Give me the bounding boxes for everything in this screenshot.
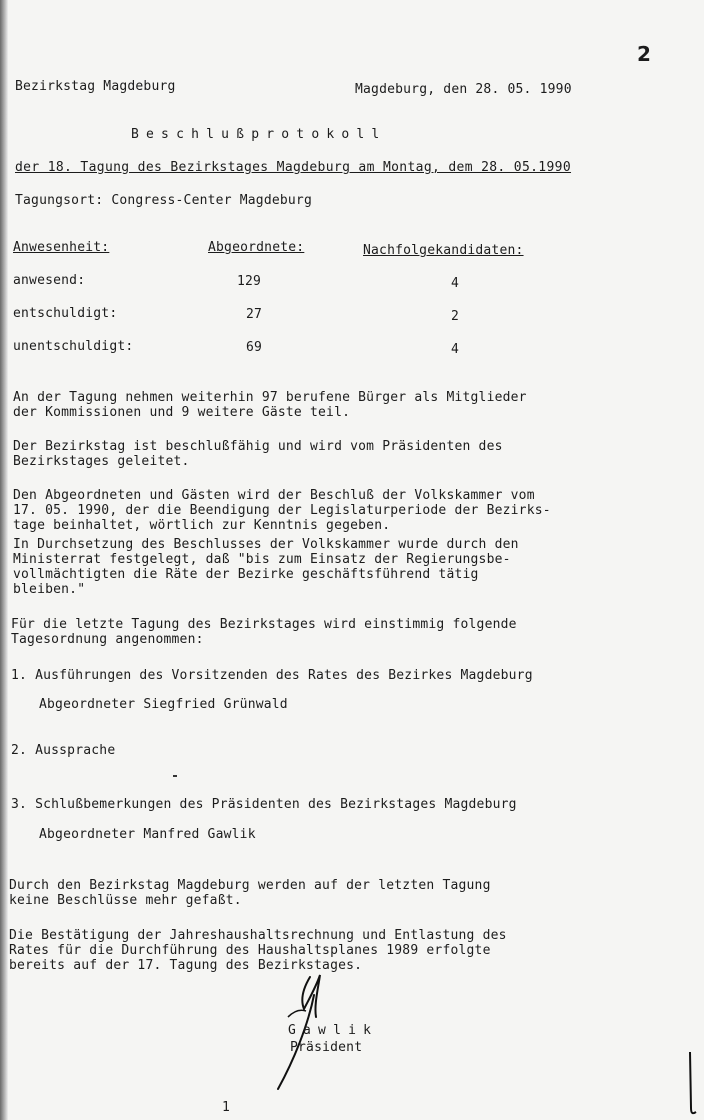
- paragraph-line: In Durchsetzung des Beschlusses der Volkskammer wurde durch den: [13, 537, 519, 552]
- attendance-row-deputies: 27: [246, 307, 263, 322]
- agenda-item: 2. Aussprache: [11, 743, 116, 758]
- paragraph-line: Die Bestätigung der Jahreshaushaltsrechnung und Entlastung des: [9, 928, 507, 943]
- paragraph-line: der Kommissionen und 9 weitere Gäste teil.: [13, 405, 351, 420]
- paragraph-line: Bezirkstages geleitet.: [13, 454, 190, 469]
- paragraph-line: vollmächtigten die Räte der Bezirke geschäftsführend tätig: [13, 567, 479, 582]
- page-number: 2: [637, 42, 651, 66]
- page-edge-shadow: [0, 0, 8, 1120]
- paragraph-line: Rates für die Durchführung des Haushaltsplanes 1989 erfolgte: [9, 943, 491, 958]
- venue: Tagungsort: Congress-Center Magdeburg: [15, 193, 312, 208]
- paragraph-line: 17. 05. 1990, der die Beendigung der Legislaturperiode der Bezirks-: [13, 503, 551, 518]
- attendance-row-candidates: 4: [451, 342, 460, 357]
- attendance-row-label: entschuldigt:: [13, 306, 118, 321]
- attendance-row-candidates: 2: [451, 309, 460, 324]
- attendance-row-label: unentschuldigt:: [13, 339, 134, 354]
- agenda-speaker: Abgeordneter Manfred Gawlik: [39, 827, 256, 842]
- place-date: Magdeburg, den 28. 05. 1990: [355, 82, 572, 97]
- footer-page-number: 1: [222, 1100, 231, 1115]
- paragraph-line: Der Bezirkstag ist beschlußfähig und wird vom Präsidenten des: [13, 439, 503, 454]
- attendance-header-label: Anwesenheit:: [13, 240, 110, 255]
- paragraph-line: Den Abgeordneten und Gästen wird der Beschluß der Volkskammer vom: [13, 488, 535, 503]
- signatory-name: Gawlik: [288, 1023, 379, 1038]
- paragraph-line: keine Beschlüsse mehr gefaßt.: [9, 893, 242, 908]
- paragraph-line: Durch den Bezirkstag Magdeburg werden auf der letzten Tagung: [9, 878, 491, 893]
- paragraph-line: Tagesordnung angenommen:: [11, 632, 204, 647]
- document-title: Beschlußprotokoll: [131, 127, 387, 142]
- attendance-row-candidates: 4: [451, 276, 460, 291]
- stray-mark: [173, 775, 177, 777]
- attendance-row-label: anwesend:: [13, 273, 86, 288]
- paragraph-line: An der Tagung nehmen weiterhin 97 berufene Bürger als Mitglieder: [13, 390, 527, 405]
- paragraph-line: bleiben.": [13, 582, 86, 597]
- paragraph-line: Ministerrat festgelegt, daß "bis zum Einsatz der Regierungsbe-: [13, 552, 511, 567]
- organization: Bezirkstag Magdeburg: [15, 79, 176, 94]
- document-subtitle: der 18. Tagung des Bezirkstages Magdeburg am Montag, dem 28. 05.1990: [15, 160, 572, 175]
- paragraph-line: tage beinhaltet, wörtlich zur Kenntnis gegeben.: [13, 518, 391, 533]
- paragraph-line: Für die letzte Tagung des Bezirkstages wird einstimmig folgende: [11, 617, 517, 632]
- attendance-header-deputies: Abgeordnete:: [208, 240, 305, 255]
- attendance-header-candidates: Nachfolgekandidaten:: [363, 243, 524, 258]
- paragraph-line: bereits auf der 17. Tagung des Bezirkstages.: [9, 958, 363, 973]
- attendance-row-deputies: 69: [246, 340, 263, 355]
- agenda-item: 1. Ausführungen des Vorsitzenden des Rates des Bezirkes Magdeburg: [11, 668, 533, 683]
- agenda-item: 3. Schlußbemerkungen des Präsidenten des Bezirkstages Magdeburg: [11, 797, 517, 812]
- signatory-role: Präsident: [290, 1040, 363, 1055]
- margin-mark: [680, 1050, 700, 1120]
- attendance-row-deputies: 129: [237, 274, 262, 289]
- agenda-speaker: Abgeordneter Siegfried Grünwald: [39, 697, 288, 712]
